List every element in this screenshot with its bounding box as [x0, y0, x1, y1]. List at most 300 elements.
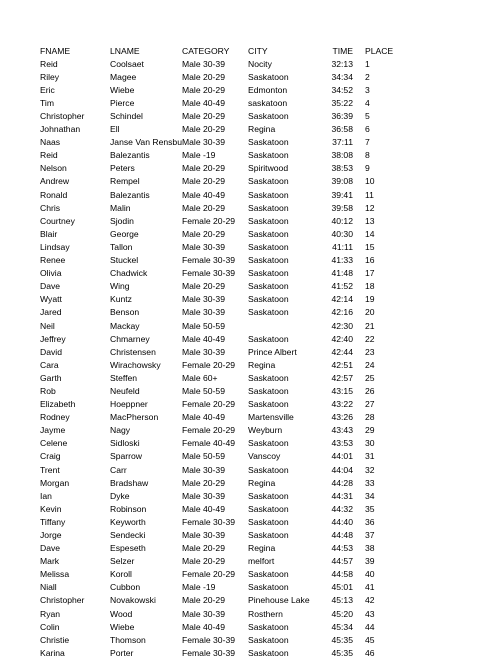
place-cell: 23	[364, 346, 375, 357]
fname-cell: Niall	[40, 582, 57, 593]
fname-cell: Tim	[40, 97, 54, 108]
fname-cell: Cara	[40, 359, 59, 370]
lname-cell: Espeseth	[110, 543, 146, 554]
city-cell: Rosthern	[247, 608, 283, 619]
place-cell: 43	[364, 608, 375, 619]
place-cell: 46	[364, 647, 375, 658]
header-category: CATEGORY	[181, 45, 230, 56]
category-cell: Male 20-29	[181, 556, 225, 567]
lname-cell: Porter	[110, 647, 134, 658]
table-row	[40, 528, 393, 541]
fname-cell: Garth	[40, 372, 62, 383]
table-row	[40, 175, 393, 188]
lname-cell: Bradshaw	[110, 477, 149, 488]
table-row	[40, 319, 393, 332]
category-cell: Male 50-59	[181, 385, 225, 396]
lname-cell: George	[110, 228, 139, 239]
time-cell: 41:52	[331, 281, 353, 292]
place-cell: 8	[364, 150, 370, 161]
lname-cell: Dyke	[110, 490, 130, 501]
city-cell: saskatoon	[247, 97, 288, 108]
fname-cell: Riley	[40, 71, 60, 82]
fname-cell: Morgan	[40, 477, 70, 488]
city-cell: Saskatoon	[247, 621, 289, 632]
table-row	[40, 398, 393, 411]
city-cell: Edmonton	[247, 84, 288, 95]
category-cell: Male 20-29	[181, 477, 225, 488]
fname-cell: Celene	[40, 438, 68, 449]
lname-cell: Nagy	[110, 425, 131, 436]
place-cell: 3	[364, 84, 370, 95]
category-cell: Female 20-29	[181, 359, 236, 370]
table-row	[40, 542, 393, 555]
place-cell: 6	[364, 124, 370, 135]
city-cell: Saskatoon	[247, 215, 289, 226]
place-cell: 11	[364, 189, 374, 200]
time-cell: 38:08	[331, 150, 353, 161]
category-cell: Female 30-39	[181, 268, 236, 279]
place-cell: 38	[364, 543, 375, 554]
table-row	[40, 83, 393, 96]
fname-cell: Christie	[40, 634, 70, 645]
fname-cell: Reid	[40, 150, 58, 161]
table-row	[40, 489, 393, 502]
city-cell: Saskatoon	[247, 399, 289, 410]
table-row	[40, 293, 393, 306]
fname-cell: Wyatt	[40, 294, 62, 305]
time-cell: 34:52	[331, 84, 353, 95]
time-cell: 36:58	[331, 124, 353, 135]
fname-cell: Andrew	[40, 176, 70, 187]
fname-cell: Ian	[40, 490, 52, 501]
place-cell: 18	[364, 281, 375, 292]
time-cell: 43:26	[331, 412, 353, 423]
time-cell: 44:31	[331, 490, 353, 501]
city-cell: Saskatoon	[247, 176, 289, 187]
place-cell: 12	[364, 202, 375, 213]
city-cell: Saskatoon	[247, 385, 289, 396]
lname-cell: Mackay	[110, 320, 140, 331]
fname-cell: Jayme	[40, 425, 66, 436]
lname-cell: Rempel	[110, 176, 140, 187]
table-row	[40, 568, 393, 581]
place-cell: 26	[364, 385, 375, 396]
place-cell: 20	[364, 307, 375, 318]
lname-cell: Coolsaet	[110, 58, 144, 69]
lname-cell: Thomson	[110, 634, 146, 645]
place-cell: 34	[364, 490, 375, 501]
place-cell: 29	[364, 425, 375, 436]
fname-cell: Jorge	[40, 530, 62, 541]
lname-cell: Neufeld	[110, 385, 140, 396]
lname-cell: Chadwick	[110, 268, 148, 279]
lname-cell: Wing	[110, 281, 130, 292]
lname-cell: Carr	[110, 464, 127, 475]
fname-cell: Rodney	[40, 412, 70, 423]
city-cell: Saskatoon	[247, 294, 289, 305]
category-cell: Male 60+	[181, 372, 218, 383]
table-row	[40, 96, 393, 109]
city-cell: Saskatoon	[247, 228, 289, 239]
category-cell: Male 20-29	[181, 543, 225, 554]
table-row	[40, 267, 393, 280]
time-cell: 37:11	[332, 137, 353, 148]
time-cell: 45:01	[331, 582, 353, 593]
lname-cell: Pierce	[110, 97, 135, 108]
category-cell: Male 40-49	[181, 412, 225, 423]
category-cell: Male 40-49	[181, 333, 225, 344]
city-cell: Saskatoon	[247, 189, 289, 200]
table-row	[40, 411, 393, 424]
lname-cell: Wirachowsky	[110, 359, 161, 370]
city-cell: Spiritwood	[247, 163, 289, 174]
table-row	[40, 515, 393, 528]
table-body	[40, 57, 393, 659]
lname-cell: Wood	[110, 608, 133, 619]
table-row	[40, 214, 393, 227]
lname-cell: MacPherson	[110, 412, 159, 423]
lname-cell: Sidloski	[110, 438, 140, 449]
city-cell: Vanscoy	[247, 451, 281, 462]
time-cell: 45:13	[331, 595, 353, 606]
lname-cell: Steffen	[110, 372, 138, 383]
table-row	[40, 646, 393, 659]
city-cell: Saskatoon	[247, 268, 289, 279]
lname-cell: Sjodin	[110, 215, 134, 226]
time-cell: 45:34	[331, 621, 353, 632]
time-cell: 43:53	[331, 438, 353, 449]
city-cell: Saskatoon	[247, 634, 289, 645]
lname-cell: Kuntz	[110, 294, 132, 305]
lname-cell: Robinson	[110, 503, 147, 514]
fname-cell: Naas	[40, 137, 61, 148]
fname-cell: Karina	[40, 647, 65, 658]
fname-cell: Jeffrey	[40, 333, 66, 344]
category-cell: Female 30-39	[181, 255, 236, 266]
time-cell: 43:15	[331, 385, 353, 396]
header-city: CITY	[247, 45, 268, 56]
fname-cell: Renee	[40, 255, 66, 266]
time-cell: 44:40	[331, 516, 353, 527]
time-cell: 44:32	[331, 503, 353, 514]
time-cell: 36:39	[331, 111, 353, 122]
category-cell: Male 30-39	[181, 464, 225, 475]
time-cell: 41:33	[331, 255, 353, 266]
city-cell: Saskatoon	[247, 150, 289, 161]
fname-cell: Nelson	[40, 163, 67, 174]
fname-cell: Ryan	[40, 608, 61, 619]
category-cell: Female 40-49	[181, 438, 236, 449]
lname-cell: Peters	[110, 163, 135, 174]
city-cell: Saskatoon	[247, 503, 289, 514]
category-cell: Male 20-29	[181, 84, 225, 95]
table-row	[40, 201, 393, 214]
category-cell: Male 40-49	[181, 97, 225, 108]
lname-cell: Magee	[110, 71, 137, 82]
table-row	[40, 607, 393, 620]
category-cell: Male 20-29	[181, 281, 225, 292]
fname-cell: Eric	[40, 84, 55, 95]
city-cell: Martensville	[247, 412, 294, 423]
lname-cell: Chmarney	[110, 333, 150, 344]
fname-cell: Blair	[40, 228, 58, 239]
place-cell: 44	[364, 621, 375, 632]
lname-cell: Balezantis	[110, 150, 150, 161]
category-cell: Female 20-29	[181, 399, 236, 410]
time-cell: 44:04	[331, 464, 353, 475]
time-cell: 39:41	[331, 189, 353, 200]
time-cell: 41:11	[332, 241, 353, 252]
fname-cell: Dave	[40, 281, 61, 292]
time-cell: 44:58	[331, 569, 353, 580]
lname-cell: Novakowski	[110, 595, 156, 606]
fname-cell: Mark	[40, 556, 60, 567]
city-cell: Regina	[247, 477, 276, 488]
place-cell: 22	[364, 333, 375, 344]
table-row	[40, 371, 393, 384]
table-row	[40, 463, 393, 476]
time-cell: 39:08	[331, 176, 353, 187]
place-cell: 5	[364, 111, 370, 122]
city-cell: Saskatoon	[247, 530, 289, 541]
category-cell: Male 20-29	[181, 595, 225, 606]
fname-cell: Christopher	[40, 111, 85, 122]
table-row	[40, 280, 393, 293]
lname-cell: Wiebe	[110, 621, 135, 632]
city-cell	[248, 319, 315, 332]
table-row	[40, 70, 393, 83]
time-cell: 44:48	[331, 530, 353, 541]
place-cell: 7	[364, 137, 370, 148]
place-cell: 24	[364, 359, 375, 370]
category-cell: Male 30-39	[181, 241, 225, 252]
category-cell: Female 20-29	[181, 215, 236, 226]
lname-cell: Cubbon	[110, 582, 141, 593]
city-cell: Saskatoon	[247, 241, 289, 252]
lname-cell: Benson	[110, 307, 140, 318]
table-row	[40, 424, 393, 437]
category-cell: Male 30-39	[181, 346, 225, 357]
place-cell: 33	[364, 477, 375, 488]
table-row	[40, 555, 393, 568]
time-cell: 35:22	[331, 97, 353, 108]
category-cell: Female 20-29	[181, 425, 236, 436]
lname-cell: Malin	[110, 202, 131, 213]
category-cell: Male 50-59	[181, 451, 225, 462]
city-cell: Saskatoon	[247, 647, 289, 658]
lname-cell: Christensen	[110, 346, 156, 357]
city-cell: Regina	[247, 543, 276, 554]
fname-cell: Courtney	[40, 215, 75, 226]
category-cell: Male 20-29	[181, 111, 225, 122]
time-cell: 45:35	[331, 647, 353, 658]
table-row	[40, 240, 393, 253]
place-cell: 40	[364, 569, 375, 580]
category-cell: Male 40-49	[181, 189, 225, 200]
city-cell: Nocity	[247, 58, 272, 69]
city-cell: Weyburn	[247, 425, 283, 436]
place-cell: 17	[364, 268, 375, 279]
place-cell: 10	[364, 176, 375, 187]
fname-cell: Craig	[40, 451, 61, 462]
category-cell: Female 20-29	[181, 569, 236, 580]
time-cell: 44:53	[331, 543, 353, 554]
time-cell: 42:51	[331, 359, 353, 370]
category-cell: Male 30-39	[181, 294, 225, 305]
category-cell: Male 40-49	[181, 503, 225, 514]
city-cell: Regina	[247, 359, 276, 370]
time-cell: 44:57	[331, 556, 353, 567]
place-cell: 2	[364, 71, 370, 82]
city-cell: Saskatoon	[247, 255, 289, 266]
time-cell: 45:35	[331, 634, 353, 645]
category-cell: Male 30-39	[181, 307, 225, 318]
time-cell: 42:16	[331, 307, 353, 318]
time-cell: 42:14	[331, 294, 353, 305]
table-row	[40, 162, 393, 175]
table-row	[40, 306, 393, 319]
place-cell: 16	[364, 255, 375, 266]
time-cell: 42:44	[331, 346, 353, 357]
category-cell: Male -19	[181, 150, 216, 161]
place-cell: 32	[364, 464, 375, 475]
table-row	[40, 620, 393, 633]
category-cell: Male 20-29	[181, 176, 225, 187]
city-cell: Saskatoon	[247, 372, 289, 383]
place-cell: 41	[364, 582, 375, 593]
table-row	[40, 358, 393, 371]
time-cell: 42:40	[331, 333, 353, 344]
fname-cell: David	[40, 346, 62, 357]
time-cell: 44:28	[331, 477, 353, 488]
city-cell: Saskatoon	[247, 137, 289, 148]
table-row	[40, 254, 393, 267]
header-lname: LNAME	[110, 45, 140, 56]
time-cell: 42:30	[331, 320, 353, 331]
fname-cell: Tiffany	[40, 516, 66, 527]
place-cell: 1	[364, 58, 370, 69]
fname-cell: Melissa	[40, 569, 70, 580]
category-cell: Male 20-29	[181, 228, 225, 239]
place-cell: 4	[364, 97, 370, 108]
place-cell: 21	[364, 320, 375, 331]
city-cell: Saskatoon	[247, 582, 289, 593]
fname-cell: Christopher	[40, 595, 85, 606]
lname-cell: Hoeppner	[110, 399, 148, 410]
time-cell: 39:58	[331, 202, 353, 213]
city-cell: Saskatoon	[247, 464, 289, 475]
category-cell: Male 30-39	[181, 608, 225, 619]
table-row	[40, 450, 393, 463]
place-cell: 28	[364, 412, 375, 423]
time-cell: 44:01	[331, 451, 353, 462]
place-cell: 15	[364, 241, 375, 252]
place-cell: 25	[364, 372, 375, 383]
time-cell: 41:48	[331, 268, 353, 279]
place-cell: 13	[364, 215, 375, 226]
category-cell: Male 30-39	[181, 58, 225, 69]
city-cell: Saskatoon	[247, 490, 289, 501]
lname-cell: Schindel	[110, 111, 143, 122]
table-row	[40, 109, 393, 122]
city-cell: Regina	[247, 124, 276, 135]
lname-cell: Keyworth	[110, 516, 146, 527]
fname-cell: Neil	[40, 320, 55, 331]
category-cell: Male 20-29	[181, 163, 225, 174]
fname-cell: Colin	[40, 621, 60, 632]
fname-cell: Kevin	[40, 503, 62, 514]
city-cell: Saskatoon	[247, 281, 289, 292]
fname-cell: Jared	[40, 307, 62, 318]
fname-cell: Chris	[40, 202, 61, 213]
time-cell: 43:22	[331, 399, 353, 410]
fname-cell: Dave	[40, 543, 61, 554]
fname-cell: Elizabeth	[40, 399, 76, 410]
fname-cell: Ronald	[40, 189, 68, 200]
category-cell: Male 30-39	[181, 490, 225, 501]
place-cell: 27	[364, 399, 375, 410]
category-cell: Male 20-29	[181, 202, 225, 213]
table-row	[40, 581, 393, 594]
lname-cell: Stuckel	[110, 255, 139, 266]
category-cell: Male 30-39	[181, 137, 225, 148]
category-cell: Male 20-29	[181, 71, 225, 82]
fname-cell: Rob	[40, 385, 56, 396]
time-cell: 32:13	[331, 58, 353, 69]
category-cell: Male 30-39	[181, 530, 225, 541]
table-row	[40, 502, 393, 515]
time-cell: 40:30	[331, 228, 353, 239]
place-cell: 37	[364, 530, 375, 541]
fname-cell: Trent	[40, 464, 60, 475]
table-row	[40, 332, 393, 345]
place-cell: 31	[364, 451, 375, 462]
lname-cell: Sparrow	[110, 451, 142, 462]
category-cell: Female 30-39	[181, 516, 236, 527]
city-cell: Saskatoon	[247, 71, 289, 82]
header-place: PLACE	[364, 45, 394, 56]
city-cell: melfort	[247, 556, 275, 567]
place-cell: 9	[364, 163, 370, 174]
fname-cell: Reid	[40, 58, 58, 69]
time-cell: 45:20	[331, 608, 353, 619]
header-row	[40, 44, 393, 57]
category-cell: Male 40-49	[181, 621, 225, 632]
time-cell: 40:12	[331, 215, 353, 226]
table-row	[40, 123, 393, 136]
table-row	[40, 188, 393, 201]
city-cell: Saskatoon	[247, 516, 289, 527]
time-cell: 38:53	[331, 163, 353, 174]
place-cell: 42	[364, 595, 375, 606]
place-cell: 14	[364, 228, 375, 239]
table-row	[40, 476, 393, 489]
category-cell: Female 30-39	[181, 634, 236, 645]
category-cell: Female 30-39	[181, 647, 236, 658]
lname-cell: Balezantis	[110, 189, 150, 200]
place-cell: 36	[364, 516, 375, 527]
category-cell: Male -19	[181, 582, 216, 593]
city-cell: Saskatoon	[247, 333, 289, 344]
table-row	[40, 57, 393, 70]
city-cell: Pinehouse Lake	[247, 595, 310, 606]
table-row	[40, 384, 393, 397]
place-cell: 35	[364, 503, 375, 514]
city-cell: Saskatoon	[247, 111, 289, 122]
lname-cell: Ell	[110, 124, 120, 135]
city-cell: Saskatoon	[247, 438, 289, 449]
lname-cell: Janse Van Rensbu	[110, 137, 182, 148]
